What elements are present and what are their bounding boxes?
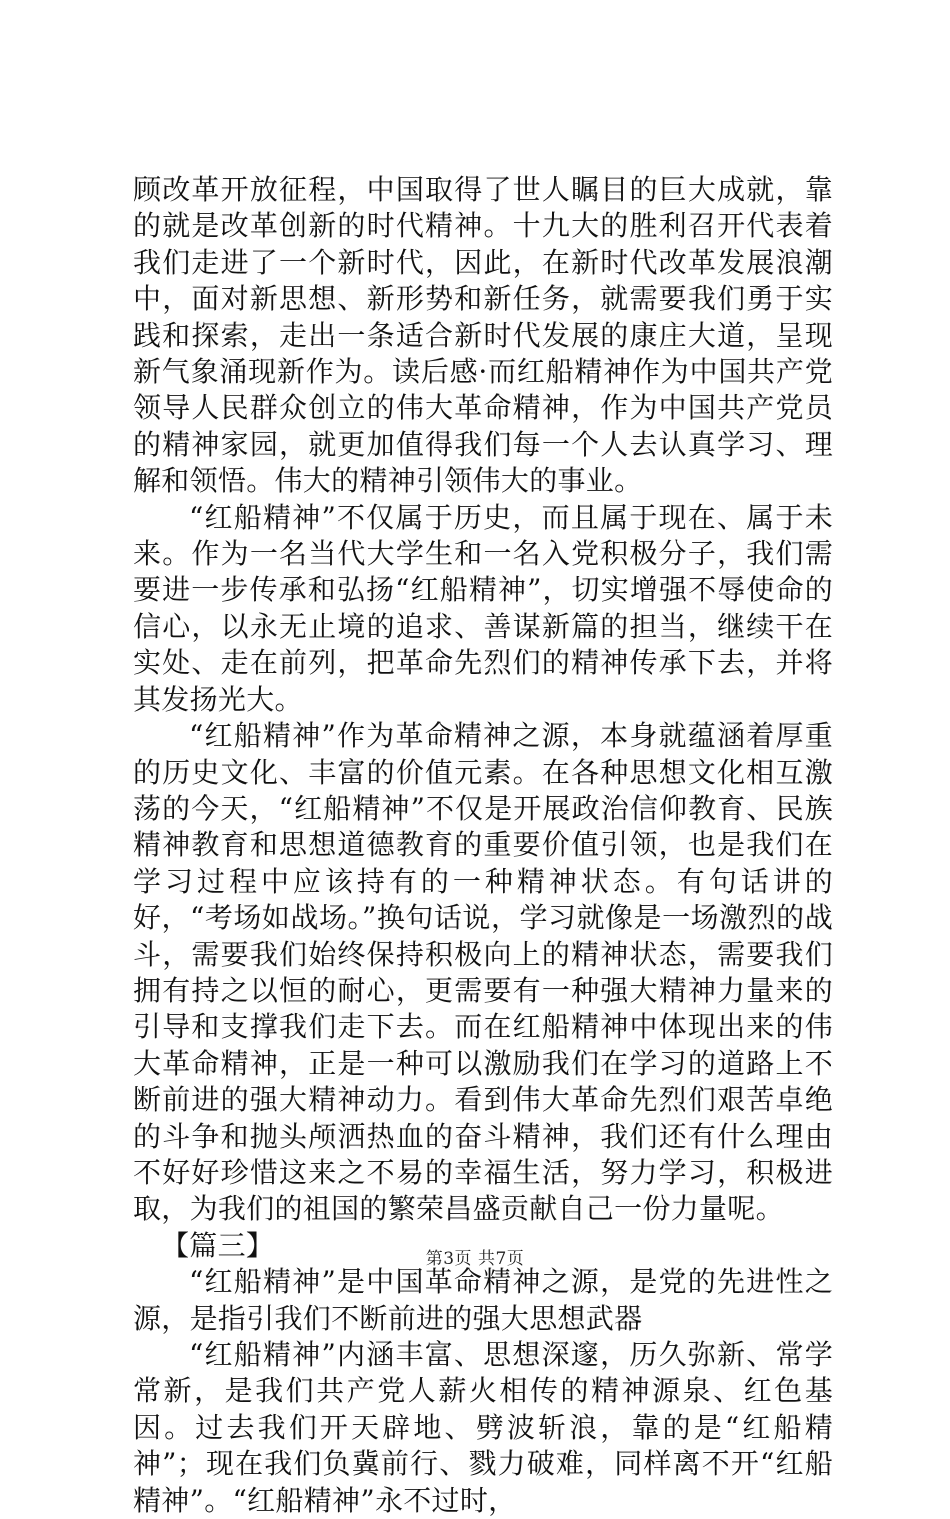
section-heading: 【篇三】 — [161, 1228, 275, 1262]
paragraph-4: “红船精神”是中国革命精神之源，是党的先进性之源，是指引我们不断前进的强大思想武器 — [133, 1265, 833, 1335]
paragraph-3: “红船精神”作为革命精神之源，本身就蕴涵着厚重的历史文化、丰富的价值元素。在各种思想文化相互激荡的今天，“红船精神”不仅是开展政治信仰教育、民族精神教育和思想道德教育的重要价值引领，也是我们在学习过程中应该持有的一种精神状态。有句话讲的好，“考场如战场。”换句话说，学习就像是一场激烈的战斗，需要我们始终保持积极向上的精神状态，需要我们拥有持之以恒的耐心，更需要有一种强大精神力量来的引导和支撑我们走下去。而在红船精神中体现出来的伟大革命精神，正是一种可以激励我们在学习的道路上不断前进的强大精神动力。看到伟大革命先烈们艰苦卓绝的斗争和抛头颅洒热血的奋斗精神，我们还有什么理由不好好珍惜这来之不易的幸福生活，努力学习，积极进取，为我们的祖国的繁荣昌盛贡献自己一份力量呢。 — [133, 719, 833, 1226]
paragraph-1: 顾改革开放征程，中国取得了世人瞩目的巨大成就，靠的就是改革创新的时代精神。十九大的胜利召开代表着我们走进了一个新时代，因此，在新时代改革发展浪潮中，面对新思想、新形势和新任务，就需要我们勇于实践和探索，走出一条适合新时代发展的康庄大道，呈现新气象涌现新作为。读后感·而红船精神作为中国共产党领导人民群众创立的伟大革命精神，作为中国共产党员的精神家园，就更加值得我们每一个人去认真学习、理解和领悟。伟大的精神引领伟大的事业。 — [133, 173, 833, 498]
page-number-footer: 第3页 共7页 — [425, 1249, 525, 1269]
paragraph-2: “红船精神”不仅属于历史，而且属于现在、属于未来。作为一名当代大学生和一名入党积极分子，我们需要进一步传承和弘扬“红船精神”，切实增强不辱使命的信心，以永无止境的追求、善谋新篇的担当，继续干在实处、走在前列，把革命先烈们的精神传承下去，并将其发扬光大。 — [133, 500, 833, 716]
document-body — [133, 172, 833, 1519]
paragraph-5: “红船精神”内涵丰富、思想深邃，历久弥新、常学常新，是我们共产党人薪火相传的精神源泉、红色基因。过去我们开天辟地、劈波斩浪，靠的是“红船精神”；现在我们负冀前行、戮力破难，同样离不开“红船精神”。“红船精神”永不过时， — [133, 1338, 833, 1517]
